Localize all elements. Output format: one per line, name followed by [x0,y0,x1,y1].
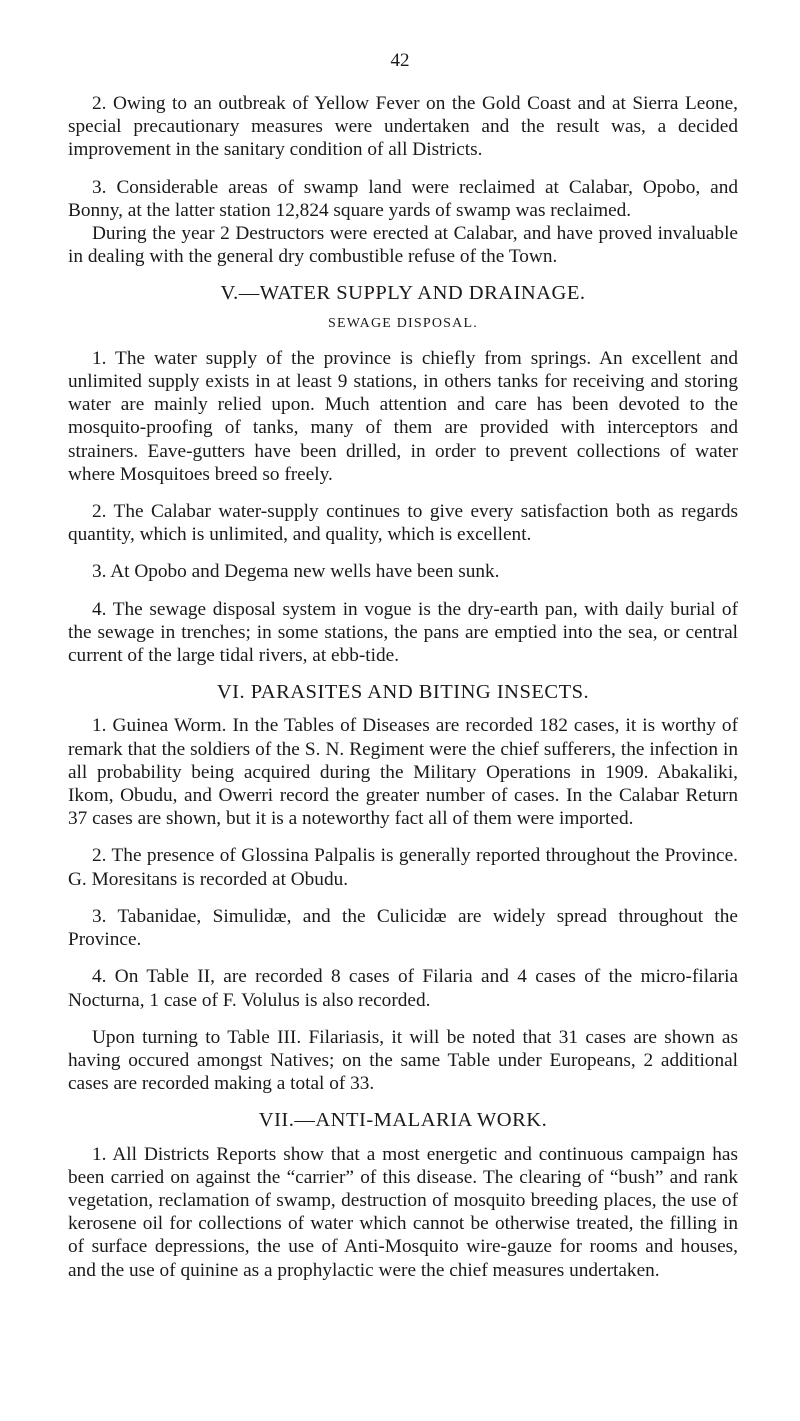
paragraph: 2. The Calabar water-supply continues to give every satisfaction both as regards quantity, which is unlimited, and quality, which is excellent. [68,501,738,546]
paragraph: 1. The water supply of the province is chiefly from springs. An excellent and unlimited supply exists in at least 9 stations, in others tanks for receiving and storing water are mainly relied upon. Much attention and care has been devoted to the mosquito-proofing of tanks, many of them are provided with interceptors and strainers. Eave-gutters have been drilled, in order to prevent collections of water where Mosquitoes breed so freely. [68,347,738,485]
section-heading-water-supply: V.—WATER SUPPLY AND DRAINAGE. [220,282,586,305]
paragraph: 4. On Table II, are recorded 8 cases of Filaria and 4 cases of the micro-filaria Nocturna, 1 case of F. Volulus is also recorded. [68,966,738,1011]
paragraph: 3. Considerable areas of swamp land were reclaimed at Calabar, Opobo, and Bonny, at the latter station 12,824 square yards of swamp was reclaimed. [68,176,738,221]
paragraph: 1. Guinea Worm. In the Tables of Diseases are recorded 182 cases, it is worthy of remark that the soldiers of the S. N. Regiment were the chief sufferers, the infection in all probability being acquired during the Military Operations in 1909. Abakaliki, Ikom, Obudu, and Owerri record the greater number of cases. In the Calabar Return 37 cases are shown, but it is a noteworthy fact all of them were imported. [68,715,738,830]
paragraph: 3. Tabanidae, Simulidæ, and the Culicidæ are widely spread throughout the Province. [68,905,738,951]
paragraph: 4. The sewage disposal system in vogue is the dry-earth pan, with daily burial of the sewage in trenches; in some stations, the pans are emptied into the sea, or central current of the large tidal rivers, at ebb-tide. [68,598,738,667]
section-heading-anti-malaria: VII.—ANTI-MALARIA WORK. [258,1109,548,1132]
section-heading-parasites: VI. PARASITES AND BITING INSECTS. [216,681,590,704]
paragraph: 1. All Districts Reports show that a most energetic and continuous campaign has been carried on against the “carrier” of this disease. The clearing of “bush” and rank vegetation, reclamation of swamp, destruction of mosquito breeding places, the use of kerosene oil for collections of water which cannot be otherwise treated, the filling in of surface depressions, the use of Anti-Mosquito wire-gauze for rooms and houses, and the use of quinine as a prophylactic were the chief measures undertaken. [68,1143,738,1281]
paragraph: 2. Owing to an outbreak of Yellow Fever on the Gold Coast and at Sierra Leone, special precautionary measures were undertaken and the result was, a decided improvement in the sanitary condition of all Districts. [68,93,738,161]
paragraph: During the year 2 Destructors were erected at Calabar, and have proved invaluable in dealing with the general dry combustible refuse of the Town. [68,223,738,268]
paragraph: 2. The presence of Glossina Palpalis is generally reported throughout the Province. G. Moresitans is recorded at Obudu. [68,845,738,890]
paragraph: 3. At Opobo and Degema new wells have been sunk. [92,561,500,583]
page-number: 42 [390,50,410,71]
subheading-sewage-disposal: SEWAGE DISPOSAL. [328,315,478,331]
page-body [68,92,738,1296]
paragraph: Upon turning to Table III. Filariasis, it will be noted that 31 cases are shown as having occured amongst Natives; on the same Table under Europeans, 2 additional cases are recorded making a total of 33. [68,1026,738,1095]
